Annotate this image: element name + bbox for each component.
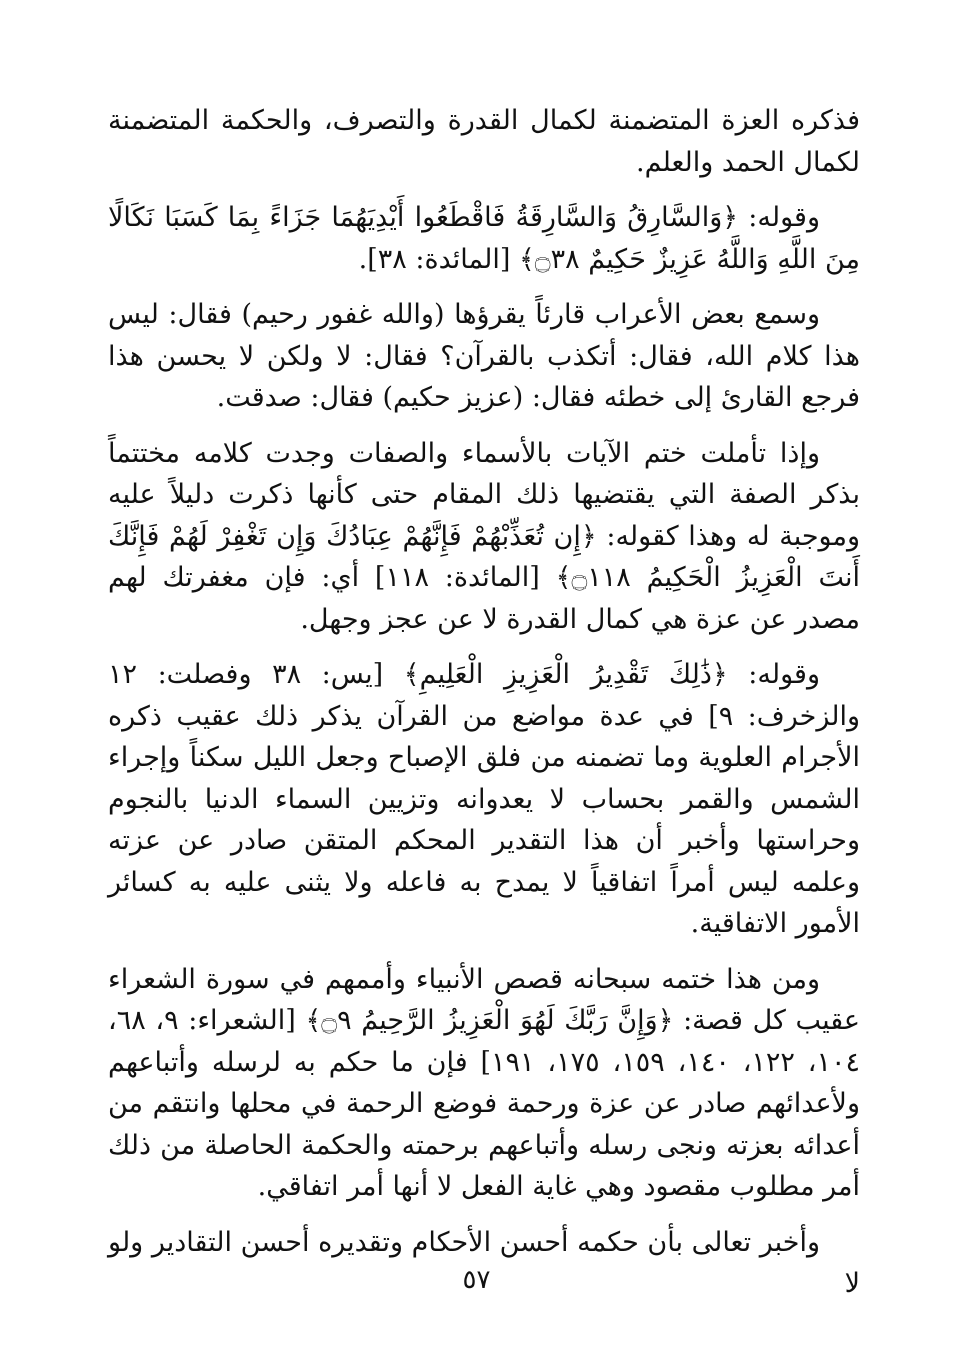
paragraph-5: وقوله: ﴿ذَٰلِكَ تَقْدِيرُ الْعَزِيزِ الْعَلِيمِ﴾ [يس: ٣٨ وفصلت: ١٢ والزخرف: ٩] في عدة مواضع من القرآن يذكر ذلك عقيب ذكره الأجرام العلوية وما تضمنه من فلق الإصباح وجعل الليل سكناً وإجراء الشمس والقمر بحساب لا يعدوانه وتزيين السماء الدنيا بالنجوم وحراستها وأخبر أن هذا التقدير المحكم المتقن صادر عن عزته وعلمه ليس أمراً اتفاقياً لا يمدح به فاعله ولا يثنى عليه به كسائر الأمور الاتفاقية. — [108, 659, 861, 939]
paragraph-7: وأخبر تعالى بأن حكمه أحسن الأحكام وتقديره أحسن التقادير ولو لا — [108, 1226, 860, 1299]
paragraph-1: فذكره العزة المتضمنة لكمال القدرة والتصرف، والحكمة المتضمنة لكمال الحمد والعلم. — [108, 105, 860, 178]
paragraph-2: وقوله: ﴿وَالسَّارِقُ وَالسَّارِقَةُ فَاقْطَعُوا أَيْدِيَهُمَا جَزَاءً بِمَا كَسَبَا نَكَالًا مِنَ اللَّهِ وَاللَّهُ عَزِيزٌ حَكِيمٌ ۝٣٨﴾ [المائدة: ٣٨]. — [108, 202, 860, 275]
page-number: ٥٧ — [462, 1265, 491, 1295]
page-body — [108, 100, 860, 1319]
paragraph-4: وإذا تأملت ختم الآيات بالأسماء والصفات وجدت كلامه مختتماً بذكر الصفة التي يقتضيها ذلك المقام حتى كأنها ذكرت دليلاً عليه وموجبة له وهذا كقوله: ﴿إِن تُعَذِّبْهُمْ فَإِنَّهُمْ عِبَادُكَ وَإِن تَغْفِرْ لَهُمْ فَإِنَّكَ أَنتَ الْعَزِيزُ الْحَكِيمُ ۝١١٨﴾ [المائدة: ١١٨] أي: فإن مغفرتك لهم مصدر عن عزة هي كمال القدرة لا عن عجز وجهل. — [108, 437, 861, 635]
paragraph-3: وسمع بعض الأعراب قارئاً يقرؤها (والله غفور رحيم) فقال: ليس هذا كلام الله، فقال: أتكذب بالقرآن؟ فقال: لا ولكن لا يحسن هذا فرجع القارئ إلى خطئه فقال: (عزيز حكيم) فقال: صدقت. — [108, 299, 860, 413]
paragraph-6: ومن هذا ختمه سبحانه قصص الأنبياء وأممهم في سورة الشعراء عقيب كل قصة: ﴿وَإِنَّ رَبَّكَ لَهُوَ الْعَزِيزُ الرَّحِيمُ ۝٩﴾ [الشعراء: ٩، ٦٨، ١٠٤، ١٢٢، ١٤٠، ١٥٩، ١٧٥، ١٩١] فإن ما حكم به لرسله وأتباعهم ولأعدائهم صادر عن عزة ورحمة فوضع الرحمة في محلها وانتقم من أعدائه بعزته ونجى رسله وأتباعهم برحمته والحكمة الحاصلة من ذلك أمر مطلوب مقصود وهي غاية الفعل لا أنها أمر اتفاقي. — [108, 963, 861, 1202]
